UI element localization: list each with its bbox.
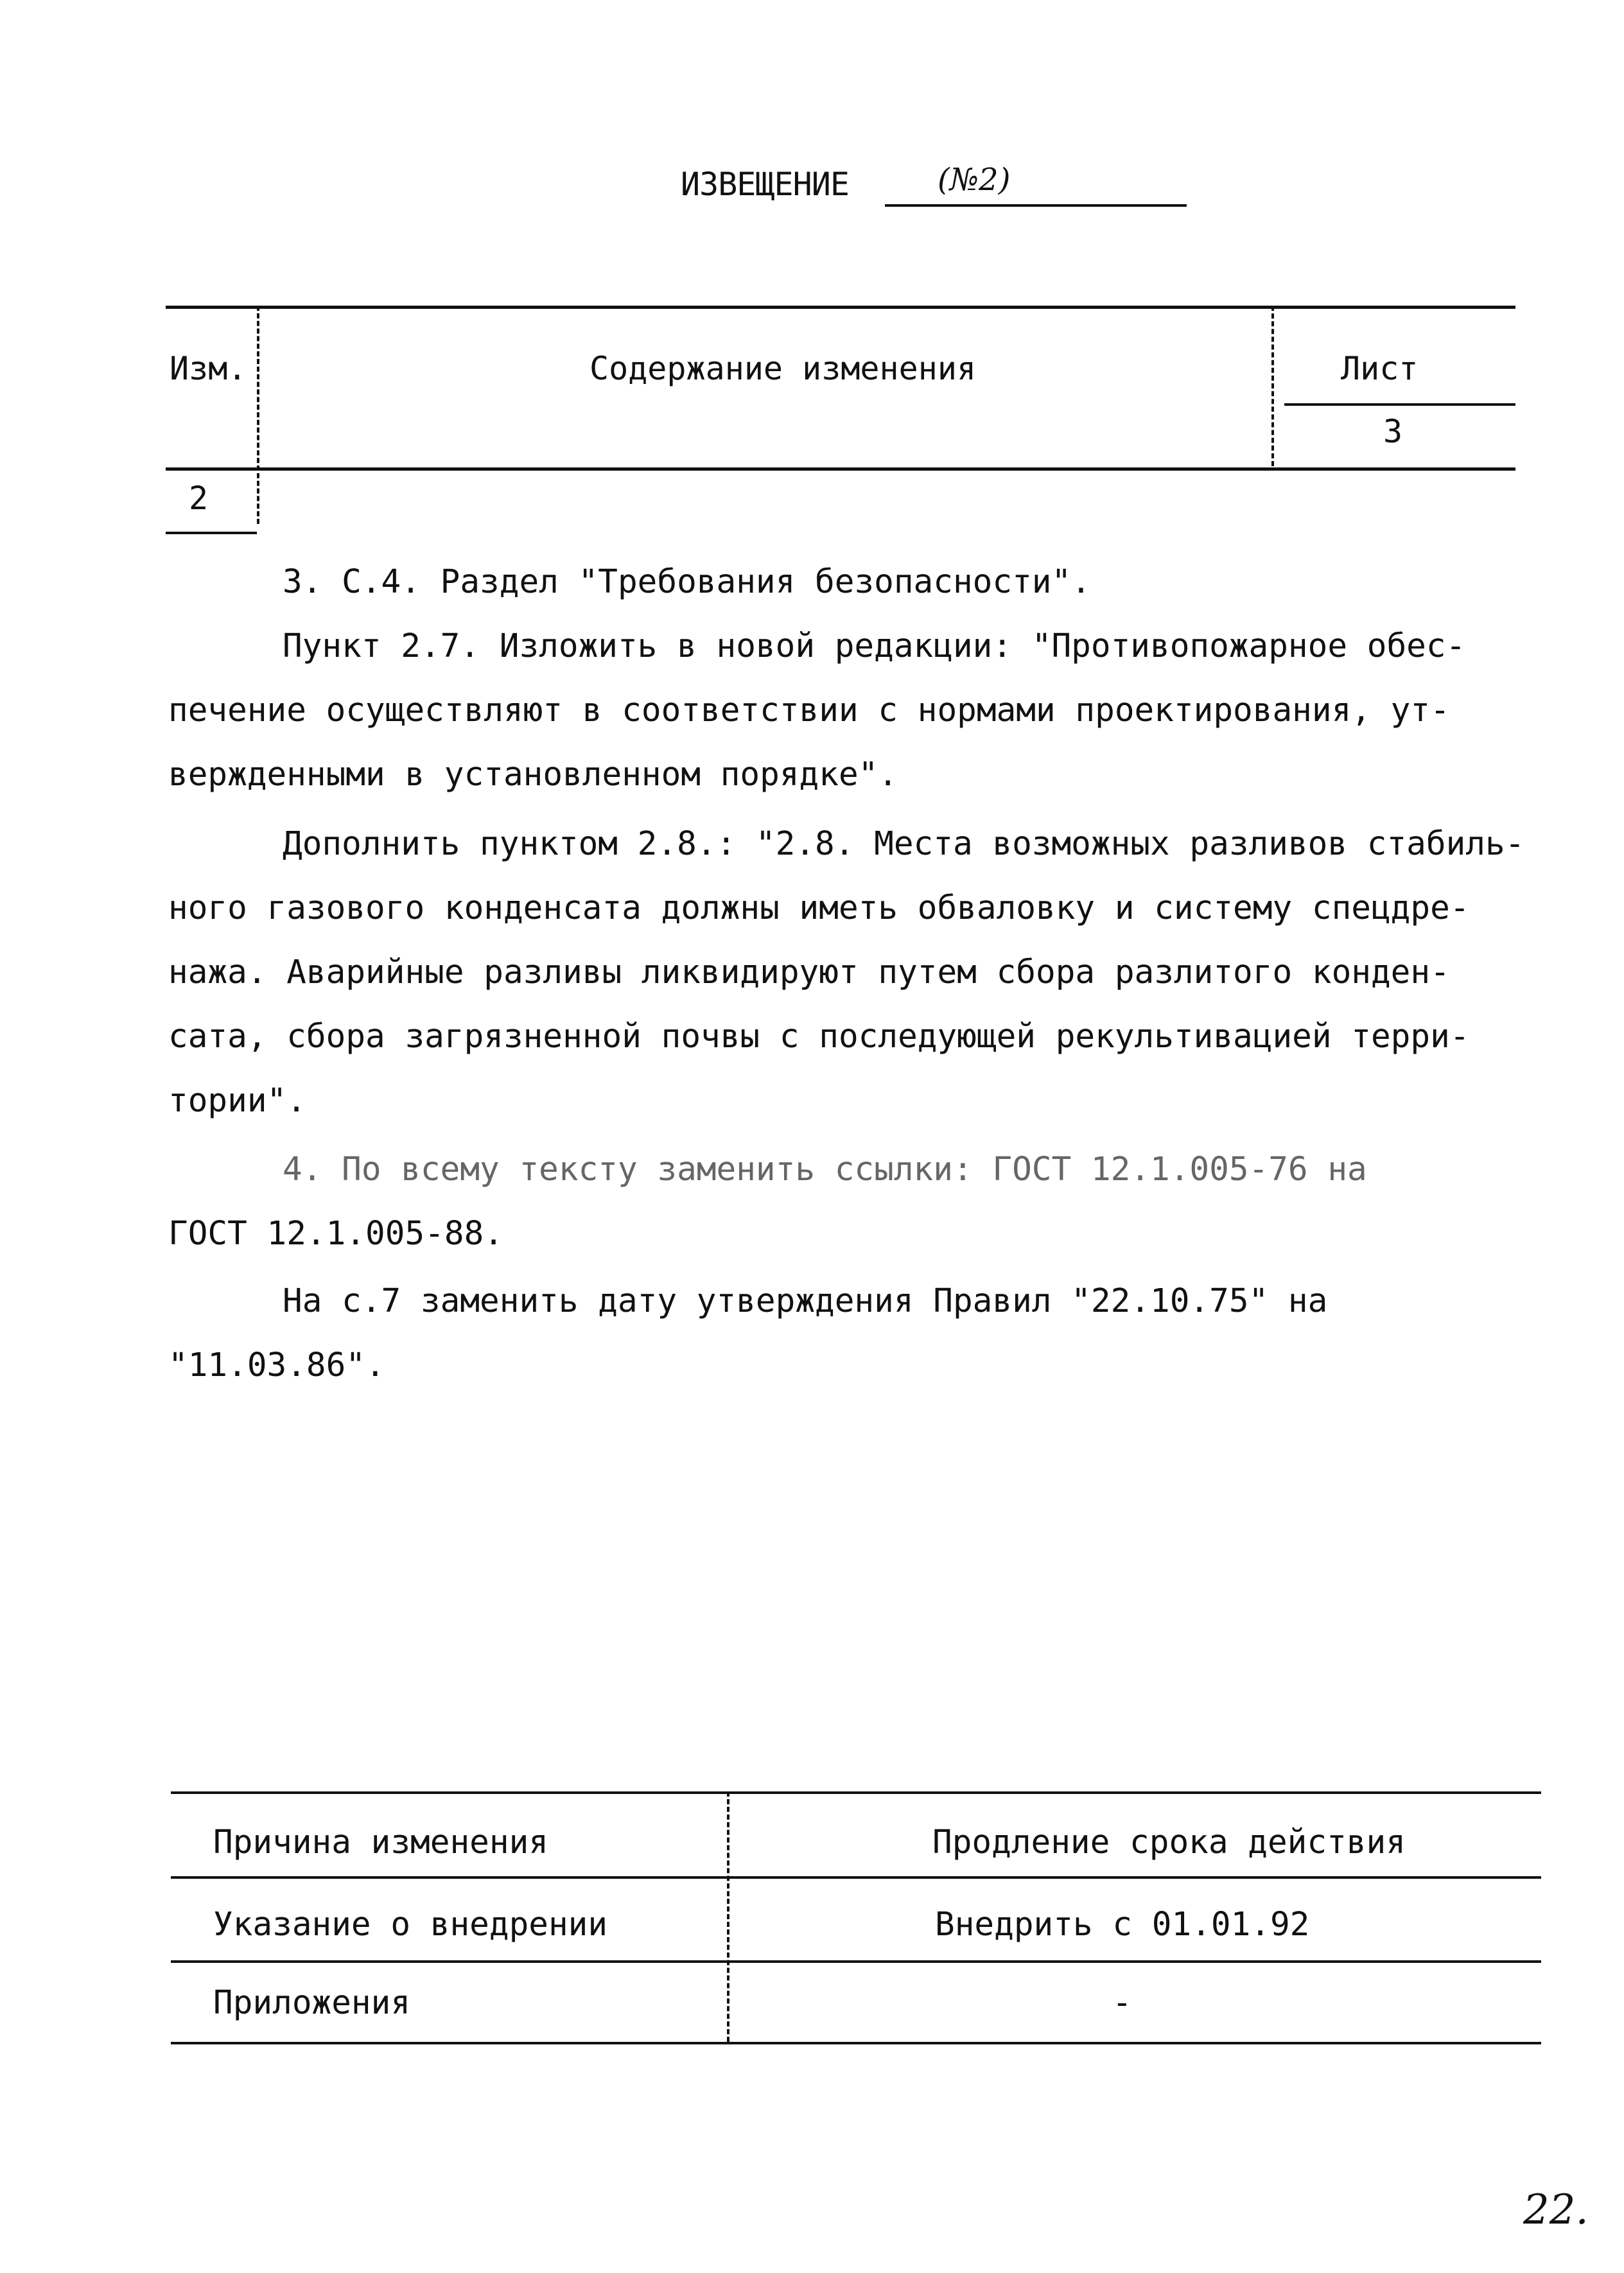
page-number: 22. (1523, 2186, 1589, 2234)
table-middle-rule (166, 467, 1515, 471)
body-line: ного газового конденсата должны иметь обваловку и систему спецдре- (168, 889, 1470, 927)
reason-value: Продление срока действия (932, 1824, 1406, 1861)
body-line: На с.7 заменить дату утверждения Правил "22.10.75" на (283, 1282, 1328, 1320)
col-izm-header: Изм. (170, 350, 247, 387)
table-top-rule (166, 306, 1515, 309)
implementation-label: Указание о внедрении (213, 1906, 608, 1944)
footer-rule (171, 1876, 1541, 1879)
body-line: "11.03.86". (168, 1346, 385, 1384)
izm-divider (257, 306, 259, 524)
notice-number: (№2) (938, 162, 1011, 198)
implementation-value: Внедрить с 01.01.92 (935, 1906, 1310, 1944)
sheet-value: 3 (1383, 413, 1403, 450)
footer-rule-bottom (171, 2042, 1541, 2044)
footer-divider (727, 1791, 729, 2042)
col-sheet-header: Лист (1341, 350, 1419, 387)
sheet-divider (1271, 306, 1274, 466)
body-line: 4. По всему тексту заменить ссылки: ГОСТ 12.1.005-76 на (283, 1151, 1367, 1189)
body-line: 3. С.4. Раздел "Требования безопасности". (283, 563, 1091, 601)
body-line: тории". (168, 1082, 306, 1120)
body-line: Пункт 2.7. Изложить в новой редакции: "Противопожарное обес- (283, 627, 1466, 665)
attachments-label: Приложения (213, 1984, 411, 2022)
izm-value: 2 (189, 480, 209, 517)
footer-rule (171, 1960, 1541, 1963)
izm-bottom-rule (166, 532, 257, 534)
body-line: нажа. Аварийные разливы ликвидируют путем сбора разлитого конден- (168, 954, 1450, 991)
body-line: ГОСТ 12.1.005-88. (168, 1215, 503, 1253)
attachments-value: - (1112, 1984, 1132, 2022)
sheet-rule (1284, 403, 1515, 406)
body-line: вержденными в установленном порядке". (168, 756, 898, 794)
body-line: Дополнить пунктом 2.8.: "2.8. Места возможных разливов стабиль- (283, 825, 1525, 863)
body-line: сата, сбора загрязненной почвы с последующей рекультивацией терри- (168, 1018, 1470, 1056)
footer-rule-top (171, 1791, 1541, 1794)
body-line: печение осуществляют в соответствии с нормами проектирования, ут- (168, 692, 1450, 729)
reason-label: Причина изменения (213, 1824, 548, 1861)
document-title: ИЗВЕЩЕНИЕ (681, 166, 849, 203)
title-underline (885, 204, 1187, 207)
col-content-header: Содержание изменения (589, 350, 977, 387)
